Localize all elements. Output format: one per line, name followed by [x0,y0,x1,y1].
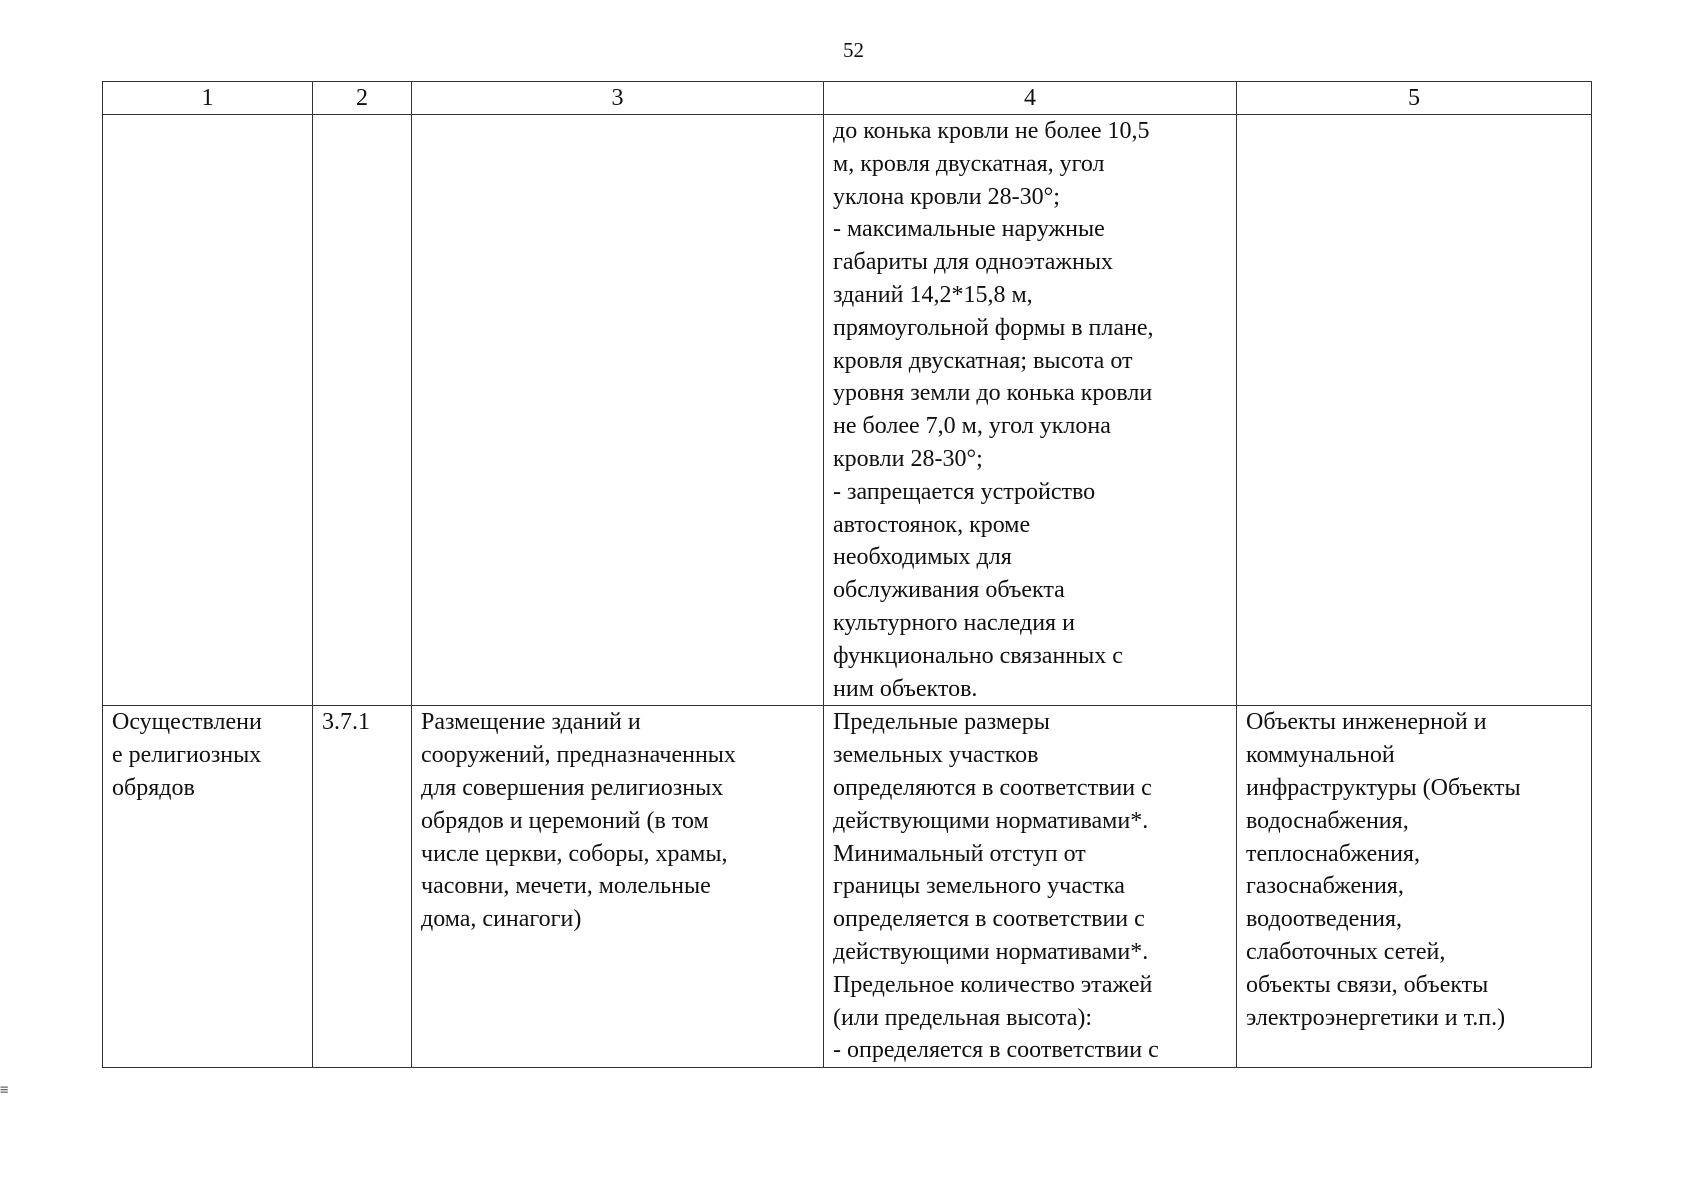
table-row [103,115,1592,706]
column-header-3: 3 [412,82,824,115]
regulations-table [102,81,1592,1068]
auxiliary-uses-cell: Объекты инженерной и коммунальной инфраструктуры (Объекты водоснабжения, теплоснабжения, газоснабжения, водоотведения, слаботочных сетей, объекты связи, объекты электроэнергетики и т.п.) [1237,706,1592,1068]
column-header-2: 2 [313,82,412,115]
use-type-cell [103,115,313,706]
use-type-cell: Осуществлени е религиозных обрядов [103,706,313,1068]
column-header-5: 5 [1237,82,1592,115]
column-header-4: 4 [824,82,1237,115]
description-cell: Размещение зданий и сооружений, предназначенных для совершения религиозных обрядов и церемоний (в том числе церкви, соборы, храмы, часовни, мечети, молельные дома, синагоги) [412,706,824,1068]
code-cell [313,115,412,706]
description-cell [412,115,824,706]
scan-artifact-mark: ≡ [0,1082,9,1098]
parameters-cell: Предельные размеры земельных участков определяются в соответствии с действующими нормативами*. Минимальный отступ от границы земельного участка определяется в соответствии с действующими нормативами*. Предельное количество этажей (или предельная высота): - определяется в соответствии с [824,706,1237,1068]
table-row [103,706,1592,1068]
code-cell: 3.7.1 [313,706,412,1068]
column-header-1: 1 [103,82,313,115]
page-number: 52 [843,38,864,62]
auxiliary-uses-cell [1237,115,1592,706]
table-header-row [103,82,1592,115]
parameters-cell: до конька кровли не более 10,5 м, кровля двускатная, угол уклона кровли 28-30°; - максимальные наружные габариты для одноэтажных зданий 14,2*15,8 м, прямоугольной формы в плане, кровля двускатная; высота от уровня земли до конька кровли не более 7,0 м, угол уклона кровли 28-30°; - запрещается устройство автостоянок, кроме необходимых для обслуживания объекта культурного наследия и функционально связанных с ним объектов. [824,115,1237,706]
